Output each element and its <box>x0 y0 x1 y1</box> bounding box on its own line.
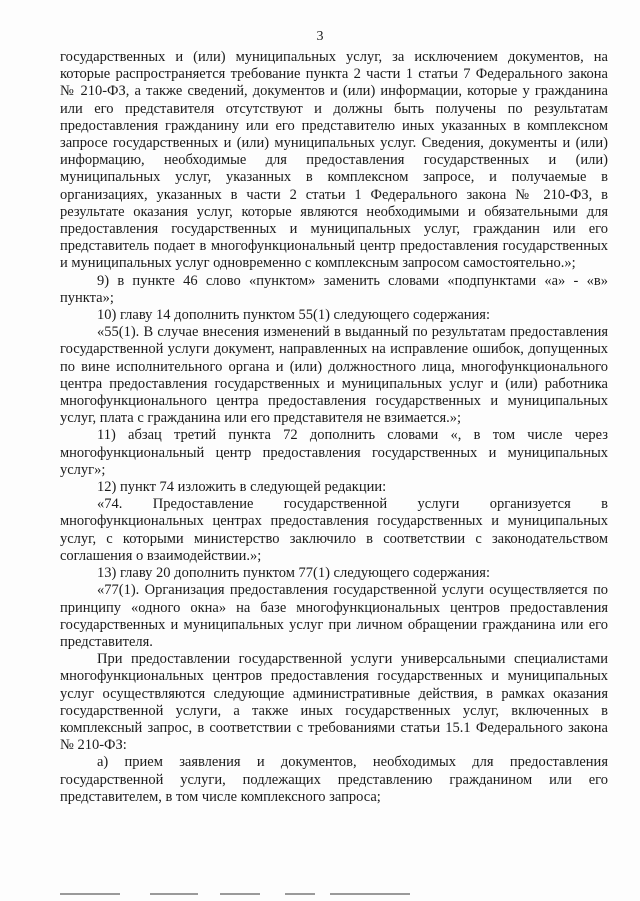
scan-mark <box>60 893 120 895</box>
paragraph-universal-specialists: При предоставлении государственной услуги универсальными специалистами многофункциональных центров предоставления государственных и муниципальных услуг осуществляются следующие административные действия, в рамках оказания государственной услуги, а также иных государственных услуг, включенных в комплексный запрос, в соответствии с требованиями статьи 15.1 Федерального закона № 210-ФЗ: <box>60 651 608 754</box>
paragraph-item-13: 13) главу 20 дополнить пунктом 77(1) следующего содержания: <box>97 565 490 582</box>
paragraph-subitem-a: а) прием заявления и документов, необходимых для предоставления государственной услуги, подлежащих представлению гражданином или его представителем, в том числе комплексного запроса; <box>60 754 608 805</box>
paragraph-item-11: 11) абзац третий пункта 72 дополнить словами «, в том числе через многофункциональный центр предоставления государственных и муниципальных услуг»; <box>60 427 608 478</box>
page-number: 3 <box>316 29 324 44</box>
paragraph-item-10: 10) главу 14 дополнить пунктом 55(1) следующего содержания: <box>97 307 490 324</box>
scan-mark <box>150 893 198 895</box>
scan-mark <box>285 893 315 895</box>
paragraph-continuation: государственных и (или) муниципальных услуг, за исключением документов, на которые распространяется требование пункта 2 части 1 статьи 7 Федерального закона № 210-ФЗ, а также сведений, документов и (или) информации, которые у гражданина или его представителя отсутствуют и должны быть получены по результатам предоставления гражданину или его представителю иных указанных в комплексном запросе государственных и (или) муниципальных услуг. Сведения, документы и (или) информацию, необходимые для предоставления государственных и (или) муниципальных услуг, указанных в комплексном запросе, и получаемые в организациях, указанных в части 2 статьи 1 Федерального закона № 210-ФЗ, в результате оказания услуг, которые являются необходимыми и обязательными для предоставления государственных и муниципальных услуг, гражданин или его представитель подает в многофункциональный центр предоставления государственных и муниципальных услуг одновременно с комплексным запросом самостоятельно.»; <box>60 49 608 272</box>
paragraph-clause-55-1: «55(1). В случае внесения изменений в выданный по результатам предоставления государственной услуги документ, направленных на исправление ошибок, допущенных по вине исполнительного органа и (или) должностного лица, многофункционального центра предоставления государственных и муниципальных услуг и (или) работника многофункционального центра предоставления государственных и муниципальных услуг, плата с гражданина или его представителя не взимается.»; <box>60 324 608 427</box>
paragraph-clause-77-1: «77(1). Организация предоставления государственной услуги осуществляется по принципу «одного окна» на базе многофункциональных центров предоставления государственных и муниципальных услуг при личном обращении гражданина или его представителя. <box>60 582 608 650</box>
scan-edge-marks <box>60 893 608 896</box>
paragraph-item-9: 9) в пункте 46 слово «пунктом» заменить словами «подпунктами «а» - «в» пункта»; <box>60 272 608 306</box>
scan-mark <box>330 893 410 895</box>
document-body <box>60 49 608 806</box>
scan-mark <box>220 893 260 895</box>
paragraph-item-12: 12) пункт 74 изложить в следующей редакции: <box>97 479 387 496</box>
paragraph-clause-74: «74. Предоставление государственной услуги организуется в многофункциональных центрах предоставления государственных и муниципальных услуг, с которыми министерство заключило в соответствии с законодательством соглашения о взаимодействии.»; <box>60 496 608 564</box>
